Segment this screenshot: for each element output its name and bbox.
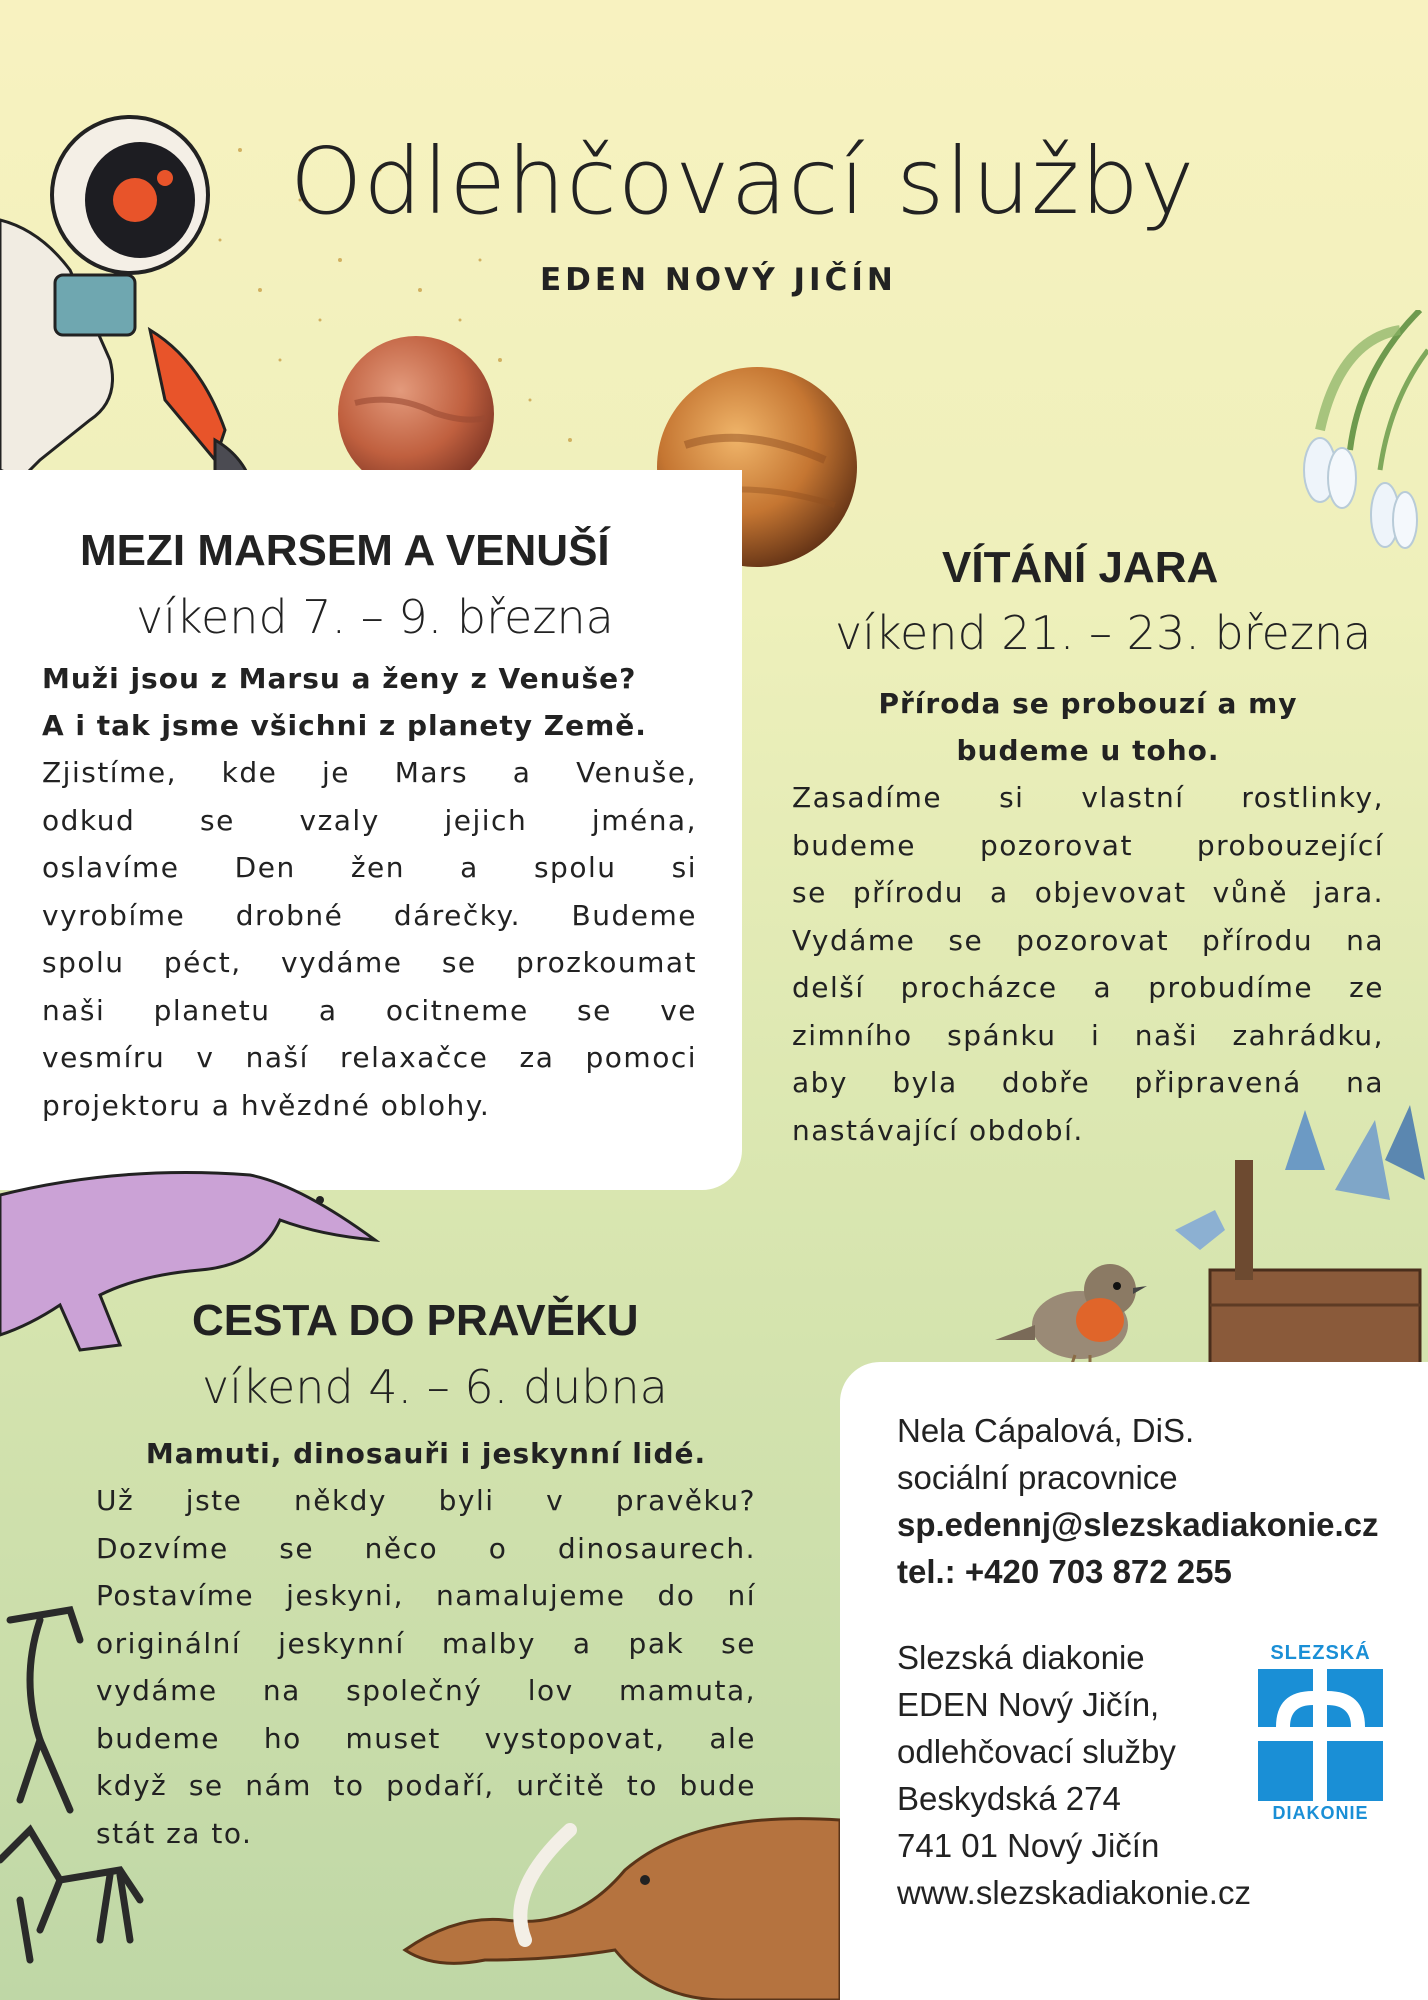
section-2-line: aby byla dobře připravená na: [792, 1066, 1384, 1099]
contact-role: sociální pracovnice: [897, 1459, 1178, 1496]
section-1-heading: MEZI MARSEM A VENUŠÍ: [80, 526, 610, 575]
section-1-line: oslavíme Den žen a spolu si: [42, 851, 697, 884]
address-line: Slezská diakonie: [897, 1639, 1145, 1676]
snowdrop-flower-illustration: [1280, 310, 1428, 580]
garden-box-and-robin-illustration: [985, 1100, 1428, 1370]
address-line: EDEN Nový Jičín,: [897, 1686, 1160, 1723]
section-3-lead: Mamuti, dinosauři i jeskynní lidé.: [145, 1437, 707, 1470]
section-2-text: [792, 680, 1384, 1154]
contact-email[interactable]: sp.edennj@slezskadiakonie.cz: [897, 1506, 1379, 1543]
section-1-line: naši planetu a ocitneme se ve: [42, 993, 697, 1027]
section-1-lead-1: Muži jsou z Marsu a ženy z Venuše?: [42, 662, 637, 695]
page-subtitle: EDEN NOVÝ JIČÍN: [540, 262, 897, 298]
section-3-line: originální jeskynní malby a pak se: [96, 1626, 756, 1660]
contact-name: Nela Cápalová, DiS.: [897, 1412, 1195, 1449]
section-2-line: budeme pozorovat probouzející: [792, 828, 1384, 862]
website-link[interactable]: www.slezskadiakonie.cz: [897, 1874, 1251, 1911]
logo-bottom-text: DIAKONIE: [1272, 1803, 1369, 1823]
section-1-date: víkend 7. – 9. března: [136, 590, 614, 644]
address-line: odlehčovací služby: [897, 1733, 1176, 1770]
cave-painting-illustration: [0, 1600, 150, 2000]
section-3-date: víkend 4. – 6. dubna: [202, 1360, 668, 1414]
section-3-heading: CESTA DO PRAVĚKU: [192, 1296, 639, 1345]
section-3-line: Postavíme jeskyni, namalujeme do ní: [96, 1579, 756, 1612]
section-1-lead-2: A i tak jsme všichni z planety Země.: [42, 709, 647, 742]
section-3-line: stát za to.: [96, 1816, 253, 1850]
section-2-lead-1: Příroda se probouzí a my: [878, 687, 1298, 720]
logo-top-text: SLEZSKÁ: [1270, 1642, 1371, 1664]
section-2-line: delší procházce a probudíme ze: [792, 971, 1384, 1004]
section-2-line: se přírodu a objevovat vůně jara.: [792, 876, 1384, 909]
address-line: 741 01 Nový Jičín: [897, 1827, 1160, 1864]
section-3-text: [96, 1430, 756, 1857]
section-3-line: vydáme na společný lov mamuta,: [96, 1674, 756, 1707]
section-1-line: spolu péct, vydáme se prozkoumat: [42, 946, 697, 979]
mammoth-illustration: [395, 1810, 840, 2000]
slezska-diakonie-logo: [1258, 1642, 1383, 1824]
section-2-line: Vydáme se pozorovat přírodu na: [792, 923, 1384, 957]
contact-phone[interactable]: tel.: +420 703 872 255: [897, 1553, 1232, 1590]
address-line: Beskydská 274: [897, 1780, 1121, 1817]
logo-symbol-icon: [1258, 1669, 1383, 1801]
section-2-line: Zasadíme si vlastní rostlinky,: [792, 781, 1384, 814]
section-3-line: Dozvíme se něco o dinosaurech.: [96, 1531, 756, 1565]
section-1-text: [42, 655, 697, 1129]
section-2-heading: VÍTÁNÍ JARA: [942, 543, 1219, 592]
section-2-line: zimního spánku i naši zahrádku,: [792, 1018, 1384, 1052]
organization-address: [897, 1634, 1251, 1916]
contact-person: [897, 1407, 1417, 1595]
section-2-lead-2: budeme u toho.: [956, 734, 1220, 767]
section-1-line: odkud se vzaly jejich jména,: [42, 803, 697, 837]
section-1-line: vesmíru v naší relaxačce za pomoci: [42, 1041, 697, 1074]
section-2-line: nastávající období.: [792, 1113, 1084, 1147]
section-3-line: Už jste někdy byli v pravěku?: [96, 1484, 756, 1517]
section-2-date: víkend 21. – 23. března: [835, 606, 1372, 660]
section-3-line: budeme ho muset vystopovat, ale: [96, 1721, 756, 1755]
section-1-line: projektoru a hvězdné oblohy.: [42, 1088, 491, 1122]
section-3-line: když se nám to podaří, určitě to bude: [96, 1769, 756, 1802]
page-title: Odlehčovací služby: [290, 128, 1196, 235]
section-1-line: Zjistíme, kde je Mars a Venuše,: [42, 756, 697, 789]
section-1-line: vyrobíme drobné dárečky. Budeme: [42, 898, 697, 932]
